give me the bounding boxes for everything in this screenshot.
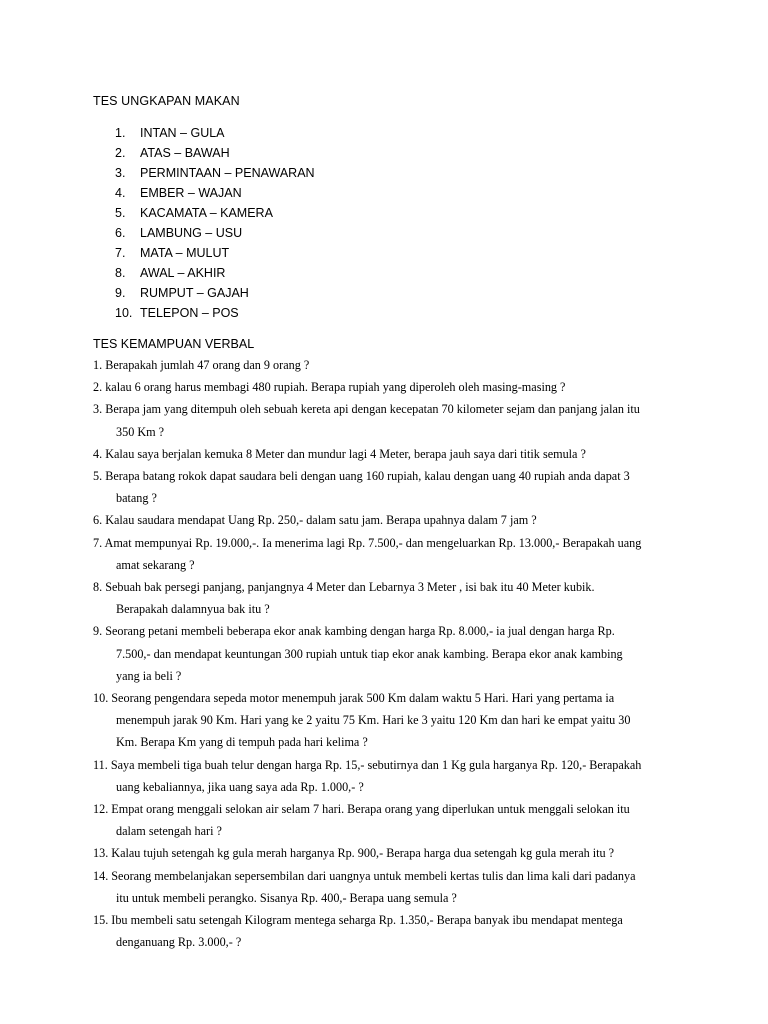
list-item: 2. ATAS – BAWAH [115, 146, 230, 160]
question-item: 8. Sebuah bak persegi panjang, panjangnya 4 Meter dan Lebarnya 3 Meter , isi bak itu 40 Meter kubik. Berapakah dalamnyua bak itu ? [93, 580, 595, 617]
question-list [93, 354, 675, 953]
list-item: 8. AWAL – AKHIR [115, 266, 226, 280]
question-item: 12. Empat orang menggali selokan air selam 7 hari. Berapa orang yang diperlukan untuk menggali selokan itu dalam setengah hari ? [93, 802, 630, 839]
question-item: 13. Kalau tujuh setengah kg gula merah harganya Rp. 900,- Berapa harga dua setengah kg gula merah itu ? [93, 846, 615, 861]
question-item: 5. Berapa batang rokok dapat saudara beli dengan uang 160 rupiah, kalau dengan uang 40 rupiah anda dapat 3 batang ? [93, 469, 630, 506]
question-item: 11. Saya membeli tiga buah telur dengan harga Rp. 15,- sebutirnya dan 1 Kg gula harganya Rp. 120,- Berapakah uang kebaliannya, jika uang saya ada Rp. 1.000,- ? [93, 757, 642, 794]
question-item: 10. Seorang pengendara sepeda motor menempuh jarak 500 Km dalam waktu 5 Hari. Hari yang pertama ia menempuh jarak 90 Km. Hari yang ke 2 yaitu 75 Km. Hari ke 3 yaitu 120 Km dan hari ke empat yaitu 30 Km. Berapa Km yang di tempuh pada hari kelima ? [93, 691, 631, 750]
list-item: 1. INTAN – GULA [115, 126, 225, 140]
question-item: 2. kalau 6 orang harus membagi 480 rupiah. Berapa rupiah yang diperoleh oleh masing-masing ? [93, 380, 566, 395]
question-item: 14. Seorang membelanjakan sepersembilan dari uangnya untuk membeli kertas tulis dan lima kali dari padanya itu untuk membeli perangko. Sisanya Rp. 400,- Berapa uang semula ? [93, 868, 636, 905]
list-item: 4. EMBER – WAJAN [115, 186, 242, 200]
list-item: 7. MATA – MULUT [115, 246, 230, 260]
question-item: 1. Berapakah jumlah 47 orang dan 9 orang ? [93, 358, 310, 372]
question-item: 9. Seorang petani membeli beberapa ekor anak kambing dengan harga Rp. 8.000,- ia jual dengan harga Rp. 7.500,- dan mendapat keuntungan 300 rupiah untuk tiap ekor anak kambing. Berapa ekor anak kambing yang ia beli ? [93, 624, 623, 683]
list-item: 10. TELEPON – POS [115, 306, 239, 320]
list-item: 3. PERMINTAAN – PENAWARAN [115, 166, 315, 180]
question-item: 15. Ibu membeli satu setengah Kilogram mentega seharga Rp. 1.350,- Berapa banyak ibu mendapat mentega denganuang Rp. 3.000,- ? [93, 913, 623, 950]
list-item: 9. RUMPUT – GAJAH [115, 286, 249, 300]
list-item: 6. LAMBUNG – USU [115, 226, 243, 240]
list-item: 5. KACAMATA – KAMERA [115, 206, 273, 220]
question-item: 4. Kalau saya berjalan kemuka 8 Meter dan mundur lagi 4 Meter, berapa jauh saya dari titik semula ? [93, 446, 586, 461]
question-item: 3. Berapa jam yang ditempuh oleh sebuah kereta api dengan kecepatan 70 kilometer sejam dan panjang jalan itu 350 Km ? [93, 402, 640, 439]
word-pair-list [115, 125, 315, 325]
section-title-ungkapan: TES UNGKAPAN MAKAN [93, 94, 240, 108]
question-item: 6. Kalau saudara mendapat Uang Rp. 250,- dalam satu jam. Berapa upahnya dalam 7 jam ? [93, 513, 537, 528]
section-title-verbal: TES KEMAMPUAN VERBAL [93, 337, 255, 351]
question-item: 7. Amat mempunyai Rp. 19.000,-. Ia menerima lagi Rp. 7.500,- dan mengeluarkan Rp. 13.000,- Berapakah uang amat sekarang ? [93, 535, 642, 572]
